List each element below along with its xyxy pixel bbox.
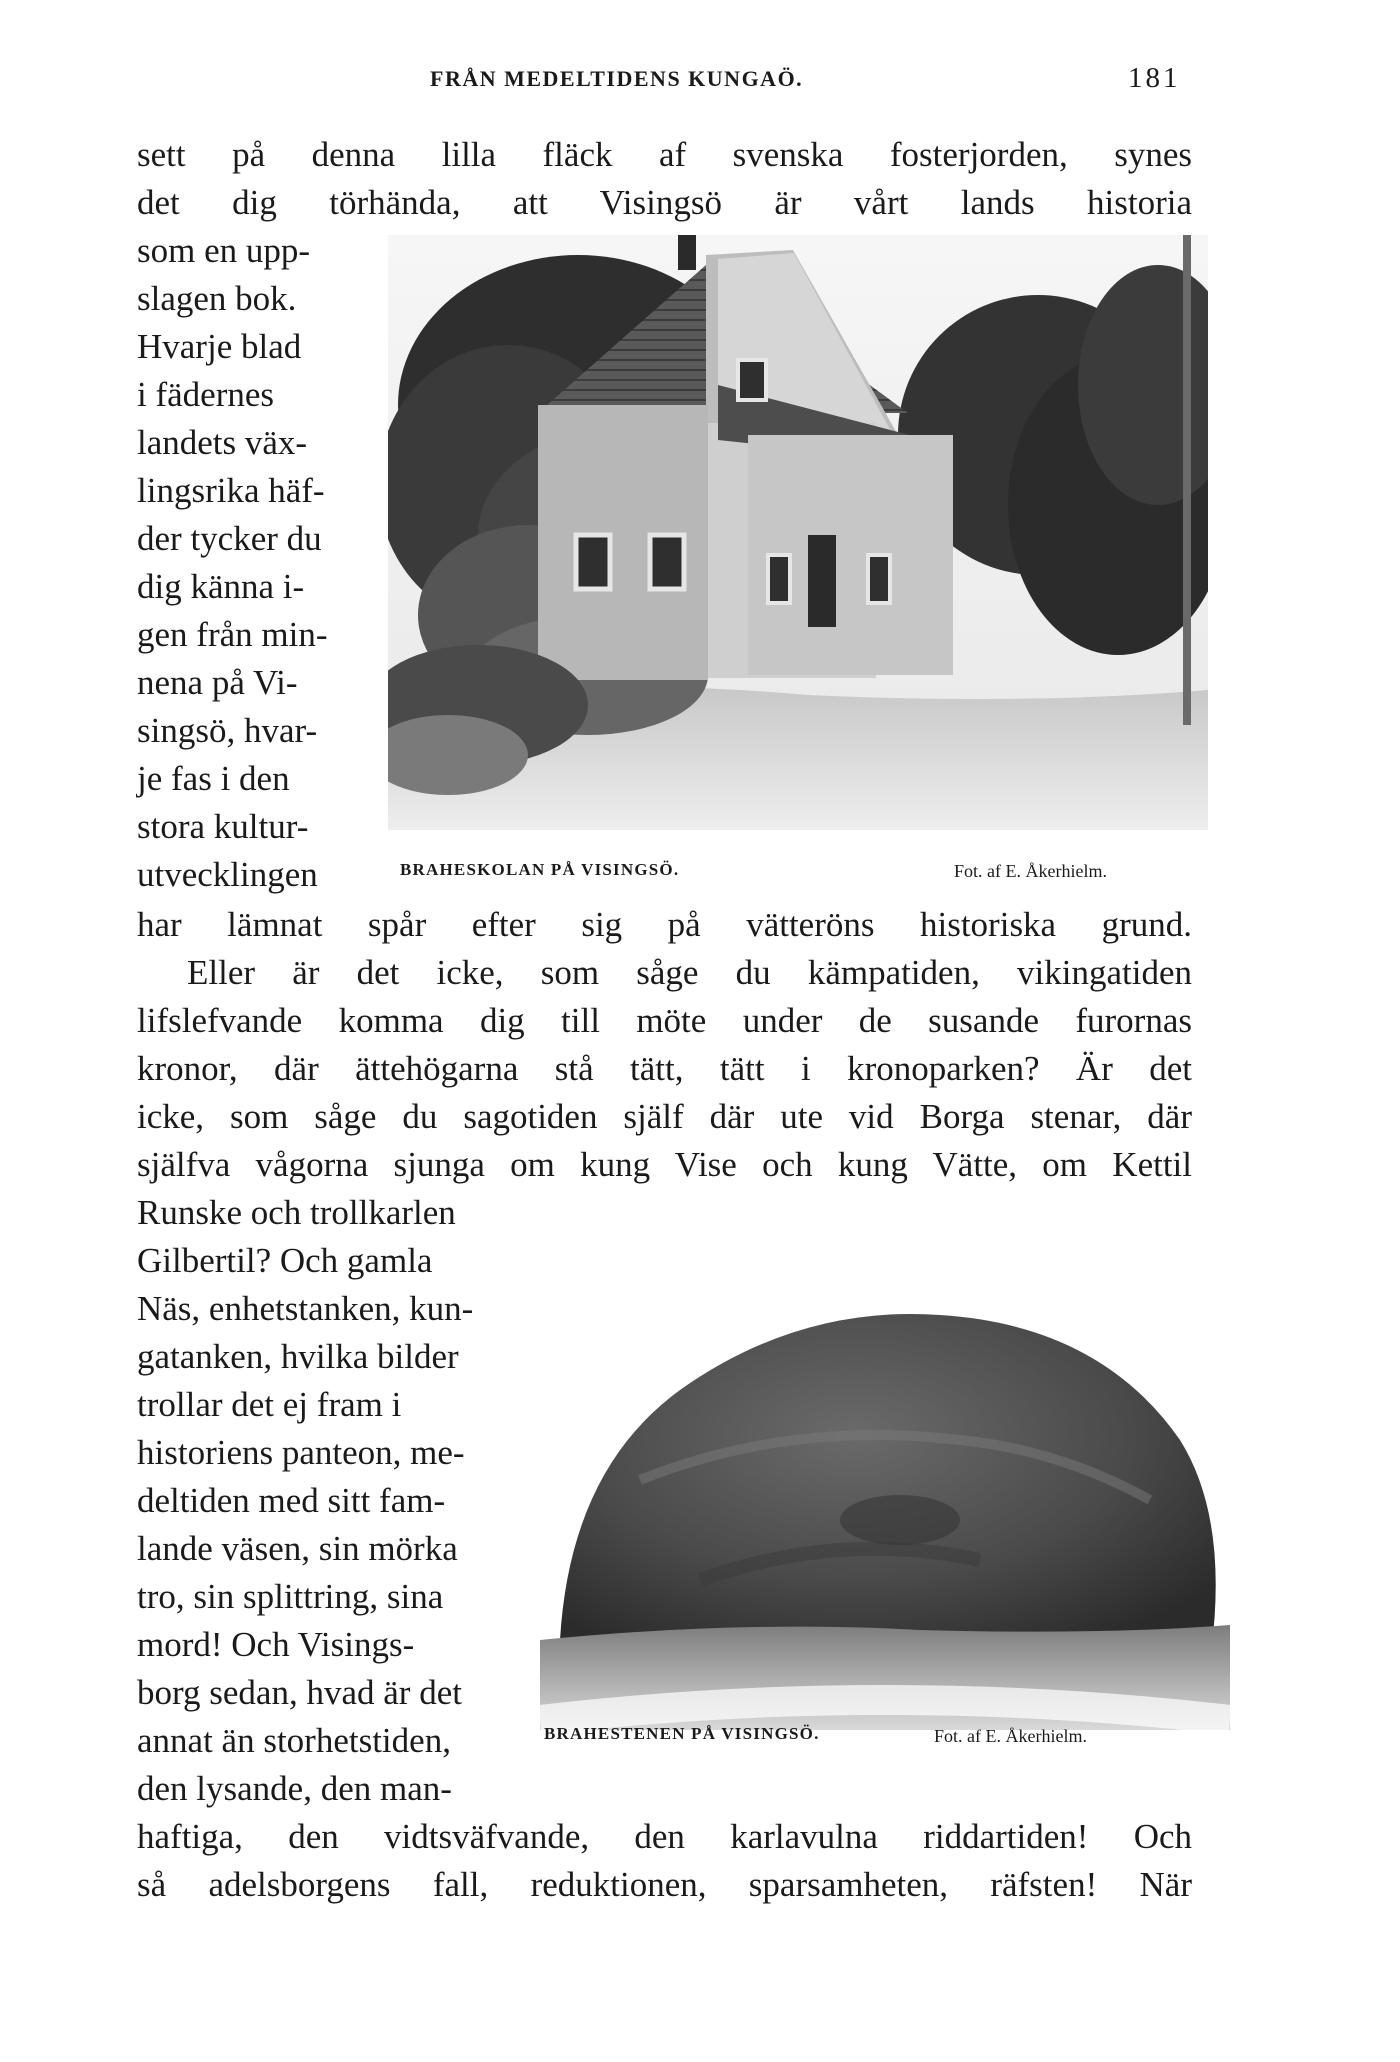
text-line: tro, sin splittring, sina — [137, 1577, 444, 1616]
text-line: je fas i den — [137, 759, 290, 798]
text-line: som en upp- — [137, 231, 311, 270]
text-line: gen från min- — [137, 615, 328, 654]
text-line: den lysande, den man- — [137, 1769, 452, 1808]
photo-credit: Fot. af E. Åkerhielm. — [954, 861, 1107, 881]
running-header — [0, 62, 1400, 102]
text-line: lande väsen, sin mörka — [137, 1529, 458, 1568]
text-line: i fädernes — [137, 375, 275, 414]
text-line: själfva vågorna sjunga om kung Vise och kung Vätte, om Kettil — [137, 1145, 1192, 1184]
photo-caption: BRAHESKOLAN PÅ VISINGSÖ. — [400, 860, 680, 879]
text-line: icke, som såge du sagotiden själf där ute vid Borga stenar, där — [137, 1097, 1192, 1136]
photo-brahestenen — [540, 1280, 1230, 1730]
text-line: borg sedan, hvad är det — [137, 1673, 462, 1712]
text-line: sett på denna lilla fläck af svenska fosterjorden, synes — [137, 135, 1192, 174]
text-line: nena på Vi- — [137, 663, 298, 702]
photo-credit: Fot. af E. Åkerhielm. — [934, 1726, 1087, 1746]
text-line: utvecklingen — [137, 855, 318, 894]
text-line: singsö, hvar- — [137, 711, 318, 750]
text-line: stora kultur- — [137, 807, 309, 846]
text-line: historiens panteon, me- — [137, 1433, 465, 1472]
text-line: lingsrika häf- — [137, 471, 325, 510]
photo-braheskolan — [388, 235, 1208, 830]
stone-illustration — [540, 1280, 1230, 1730]
text-line: der tycker du — [137, 519, 322, 558]
school-house-illustration — [388, 235, 1208, 830]
text-line: det dig törhända, att Visingsö är vårt lands historia — [137, 183, 1192, 222]
text-line: Hvarje blad — [137, 327, 302, 366]
text-line: Näs, enhetstanken, kun- — [137, 1289, 474, 1328]
text-line: slagen bok. — [137, 279, 297, 318]
text-line: Runske och trollkarlen — [137, 1193, 456, 1232]
running-title: FRÅN MEDELTIDENS KUNGAÖ. — [430, 66, 804, 91]
text-line: deltiden med sitt fam- — [137, 1481, 446, 1520]
text-line: så adelsborgens fall, reduktionen, sparsamheten, räfsten! När — [137, 1865, 1192, 1904]
page-number: 181 — [1128, 62, 1181, 94]
text-line: kronor, där ättehögarna stå tätt, tätt i kronoparken? Är det — [137, 1049, 1192, 1088]
text-line: Gilbertil? Och gamla — [137, 1241, 433, 1280]
text-line: landets väx- — [137, 423, 308, 462]
text-line: haftiga, den vidtsväfvande, den karlavulna riddartiden! Och — [137, 1817, 1192, 1856]
text-line: mord! Och Visings- — [137, 1625, 415, 1664]
text-line: dig känna i- — [137, 567, 305, 606]
text-line: lifslefvande komma dig till möte under de susande furornas — [137, 1001, 1192, 1040]
text-line: trollar det ej fram i — [137, 1385, 402, 1424]
photo-caption: BRAHESTENEN PÅ VISINGSÖ. — [544, 1724, 820, 1743]
text-line: Eller är det icke, som såge du kämpatiden, vikingatiden — [187, 953, 1192, 992]
text-line: annat än storhetstiden, — [137, 1721, 451, 1760]
text-line: har lämnat spår efter sig på vätteröns historiska grund. — [137, 905, 1192, 944]
text-line: gatanken, hvilka bilder — [137, 1337, 459, 1376]
